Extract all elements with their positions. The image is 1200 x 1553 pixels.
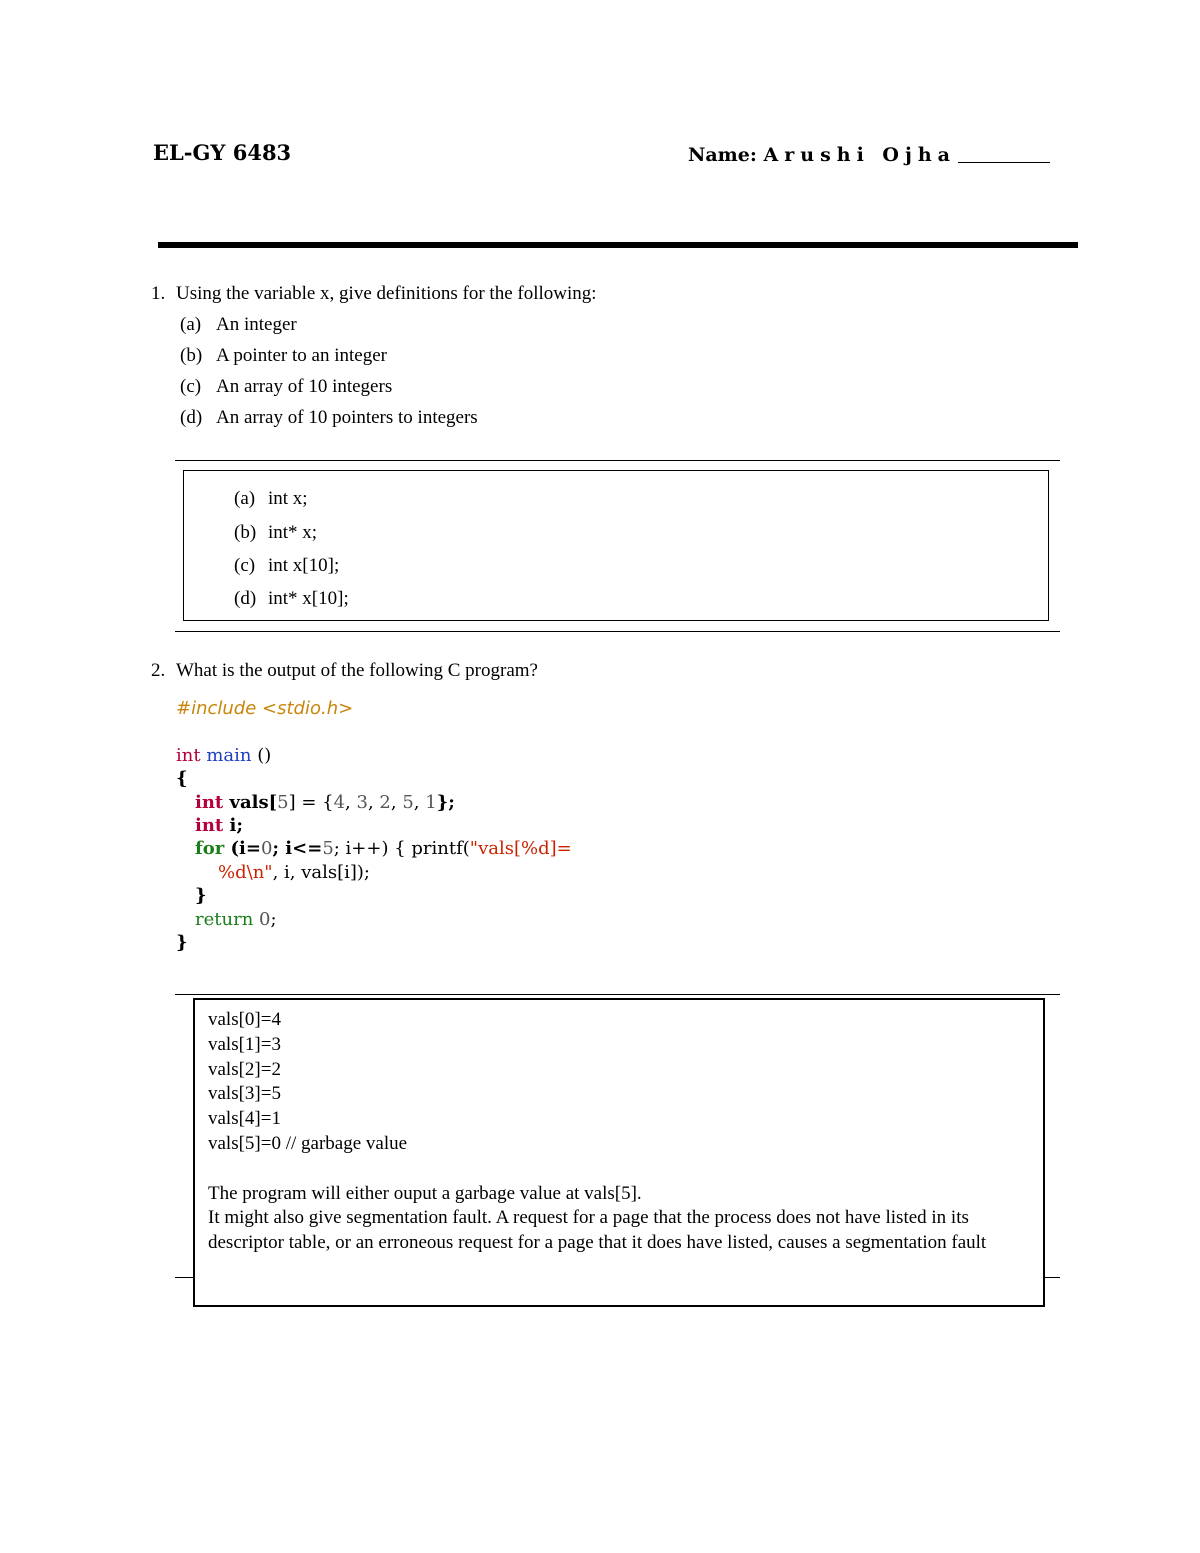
name-field [688, 144, 1050, 166]
question-1-part-d: (d) An array of 10 pointers to integers [180, 407, 478, 428]
answer-1-c: (c) int x[10]; [234, 555, 340, 576]
name-value: Arushi Ojha [763, 144, 956, 166]
question-2-text: What is the output of the following C program? [176, 660, 538, 681]
answer-1-box [183, 470, 1049, 621]
code-return-line: return 0; [195, 909, 277, 930]
answer-2-line: The program will either ouput a garbage value at vals[5]. [208, 1182, 642, 1204]
answer-2-line: vals[0]=4 [208, 1009, 281, 1030]
code-inner-close: } [195, 885, 207, 906]
code-printf-cont-line: %d\n", i, vals[i]); [218, 862, 370, 883]
answer-2-line: vals[1]=3 [208, 1033, 281, 1055]
question-1-number: 1. [151, 283, 166, 304]
answer-2-text [208, 1008, 1038, 1256]
question-1-part-c: (c) An array of 10 integers [180, 376, 393, 397]
answer-2-line: vals[3]=5 [208, 1083, 281, 1105]
code-for-line: for (i=0; i<=5; i++) { printf("vals[%d]= [195, 838, 572, 859]
header-divider [158, 242, 1078, 248]
code-main-line: int main () [176, 745, 272, 766]
answer-1-bottom-rule [175, 631, 1060, 632]
code-int-i-line: int i; [195, 815, 243, 836]
answer-2-line: vals[5]=0 // garbage value [208, 1132, 408, 1154]
code-vals-line: int vals[5] = {4, 3, 2, 5, 1}; [195, 792, 455, 813]
course-code: EL-GY 6483 [153, 140, 292, 165]
answer-1-a: (a) int x; [234, 488, 308, 509]
answer-2-line: vals[4]=1 [208, 1108, 281, 1130]
answer-2-top-rule [175, 994, 1060, 995]
question-1-part-a: (a) An integer [180, 314, 297, 335]
name-label: Name: [688, 144, 757, 166]
code-close-brace: } [176, 932, 188, 953]
answer-2-line: vals[2]=2 [208, 1058, 281, 1080]
answer-2-line: It might also give segmentation fault. A request for a page that the process does not have listed in its descriptor table, or an erroneous request for a page that it does have listed, causes a segmentation fault [208, 1207, 987, 1254]
answer-1-top-rule [175, 460, 1060, 461]
code-include-line: #include <stdio.h> [176, 698, 354, 719]
question-1-part-b: (b) A pointer to an integer [180, 345, 387, 366]
question-1-text: Using the variable x, give definitions for the following: [176, 283, 597, 304]
code-open-brace: { [176, 768, 188, 789]
name-underline [958, 162, 1050, 163]
answer-2-blank [208, 1157, 1038, 1182]
answer-1-d: (d) int* x[10]; [234, 588, 349, 609]
answer-2-box [193, 998, 1045, 1307]
answer-1-b: (b) int* x; [234, 522, 318, 543]
question-2-number: 2. [151, 660, 166, 681]
